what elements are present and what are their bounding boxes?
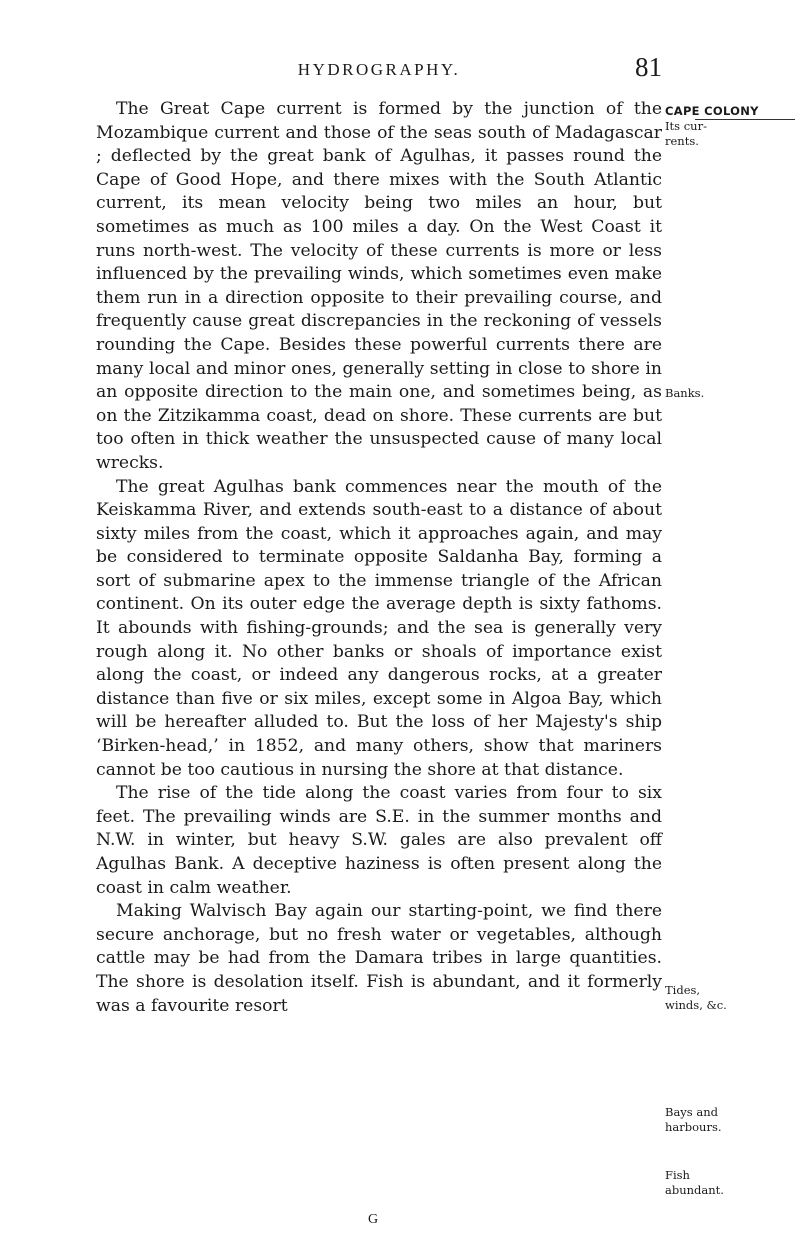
margin-note-banks-line: Banks. — [665, 386, 705, 400]
paragraph-walvisch-bay: Making Walvisch Bay again our starting-point, we find there secure anchorage, but no fresh water or vegetables, although cattle may be had from the Damara tribes in large quantities. The shore is desolation itself. Fish is abundant, and it formerly was a favourite resort — [96, 901, 662, 1016]
margin-note-tides-line-2: winds, &c. — [665, 998, 727, 1012]
margin-note-fish-line-1: Fish — [665, 1168, 690, 1182]
section-header-rule — [695, 119, 795, 120]
margin-note-tides-line-1: Tides, — [665, 983, 701, 997]
margin-note-currents — [665, 104, 799, 149]
margin-note-currents-line-1: Its cur- — [665, 119, 707, 133]
signature-mark: G — [368, 1212, 379, 1227]
section-header: CAPE COLONY — [665, 104, 759, 118]
paragraph-tides: The rise of the tide along the coast varies from four to six feet. The prevailing winds are S.E. in the summer months and N.W. in winter, but heavy S.W. gales are also prevalent off Agulhas Bank. A deceptive haziness is often present along the coast in calm weather. — [96, 783, 662, 898]
margin-note-tides — [665, 983, 799, 1013]
margin-note-banks — [665, 386, 799, 401]
page-number: 81 — [635, 52, 662, 82]
margin-note-fish — [665, 1168, 799, 1198]
margin-note-currents-line-2: rents. — [665, 134, 699, 148]
margin-note-bays-line-1: Bays and — [665, 1105, 718, 1119]
margin-note-fish-line-2: abundant. — [665, 1183, 724, 1197]
running-head — [96, 52, 662, 86]
margin-note-bays-line-2: harbours. — [665, 1120, 722, 1134]
body-text — [96, 98, 662, 1018]
running-title: HYDROGRAPHY. — [297, 60, 461, 79]
paragraph-agulhas-bank: The great Agulhas bank commences near the mouth of the Keiskamma River, and extends south-east to a distance of about sixty miles from the coast, which it approaches again, and may be considered to terminate opposite Saldanha Bay, forming a sort of submarine apex to the immense triangle of the African continent. On its outer edge the average depth is sixty fathoms. It abounds with fishing-grounds; and the sea is generally very rough along it. No other banks or shoals of importance exist along the coast, or indeed any dangerous rocks, at a greater distance than five or six miles, except some in Algoa Bay, which will be hereafter alluded to. But the loss of her Majesty's ship ‘Birken-head,’ in 1852, and many others, show that mariners cannot be too cautious in nursing the shore at that distance. — [96, 476, 662, 780]
margin-note-bays — [665, 1105, 799, 1135]
paragraph-currents: The Great Cape current is formed by the junction of the Mozambique current and those of the seas south of Madagascar ; deflected by the great bank of Agulhas, it passes round the Cape of Good Hope, and there mixes with the South Atlantic current, its mean velocity being two miles an hour, but sometimes as much as 100 miles a day. On the West Coast it runs north-west. The velocity of these currents is more or less influenced by the prevailing winds, which sometimes even make them run in a direction opposite to their prevailing course, and frequently cause great discrepancies in the reckoning of vessels rounding the Cape. Besides these powerful currents there are many local and minor ones, generally setting in close to shore in an opposite direction to the main one, and sometimes being, as on the Zitzikamma coast, dead on shore. These currents are but too often in thick weather the unsuspected cause of many local wrecks. — [96, 99, 662, 473]
